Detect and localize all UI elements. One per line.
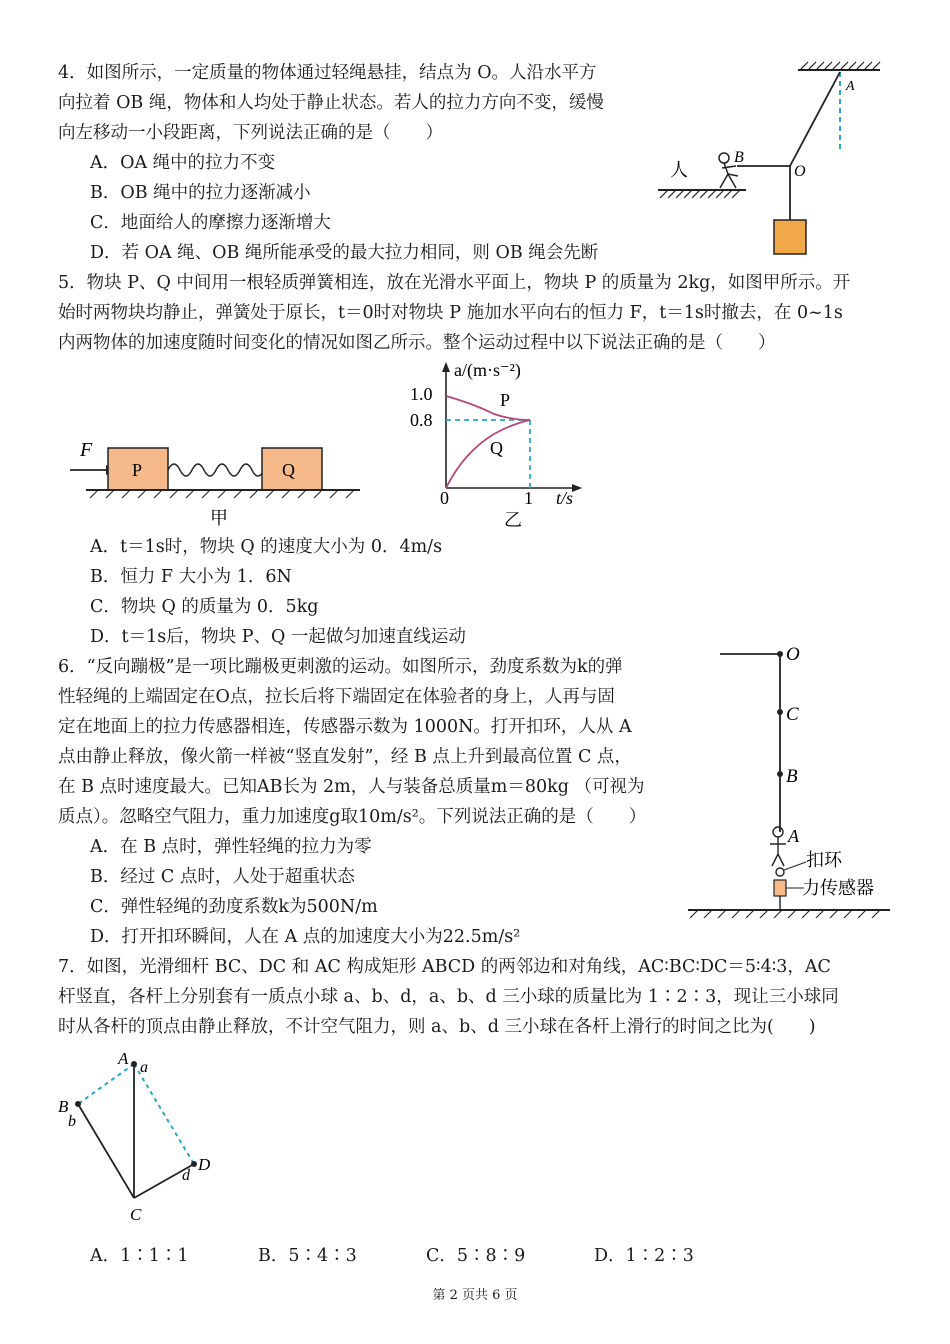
q5-option-c: C．物块 Q 的质量为 0．5kg [90,597,319,617]
yi-tick-0-8: 0.8 [410,410,433,430]
q4-option-c: C．地面给人的摩擦力逐渐增大 [90,213,331,233]
q7-line-3: 时从各杆的顶点由静止释放，不计空气阻力，则 a、b、d 三小球在各杆上滑行的时间之比为( ) [58,1017,816,1037]
q7-label-ball-b: b [68,1113,76,1130]
q7-option-a: A．1∶1∶1 [90,1246,189,1266]
q4-option-a: A．OA 绳中的拉力不变 [90,153,276,173]
q7-label-d: D [198,1155,211,1174]
yi-origin: 0 [440,488,449,508]
q7-option-c: C．5∶8∶9 [426,1246,526,1266]
yi-tick-1-0: 1.0 [410,384,433,404]
q7-figure [50,1044,230,1226]
yi-label-p: P [500,390,511,410]
q6-label-o: O [786,644,800,665]
q6-line-6: 质点）。忽略空气阻力，重力加速度g取10m/s²。下列说法正确的是（ ） [58,807,647,827]
q4-label-a: A [846,79,855,94]
q4-figure [650,58,890,268]
q6-figure [680,640,910,922]
q4-label-o: O [794,163,806,180]
q5-option-d: D．t＝1s后，物块 P、Q 一起做匀加速直线运动 [90,627,466,647]
q6-option-a: A．在 B 点时，弹性轻绳的拉力为零 [90,837,372,857]
q6-line-1: 6．“反向蹦极”是一项比蹦极更刺激的运动。如图所示，劲度系数为k的弹 [58,657,623,677]
q6-line-2: 性轻绳的上端固定在O点，拉长后将下端固定在体验者的身上，人再与固 [58,687,615,707]
q6-line-5: 在 B 点时速度最大。已知AB长为 2m，人与装备总质量m＝80kg （可视为 [58,777,645,797]
jia-label-p: P [132,460,143,480]
q6-label-b: B [786,766,798,787]
q5-figure-yi [404,356,604,534]
jia-label-q: Q [282,460,295,480]
q5-option-a: A．t＝1s时，物块 Q 的速度大小为 0．4m/s [90,537,443,557]
q4-line-3: 向左移动一小段距离，下列说法正确的是（ ） [58,123,443,143]
q7-label-ball-a: a [140,1059,148,1076]
q7-option-d: D．1∶2∶3 [594,1246,694,1266]
jia-label-f: F [80,439,93,461]
yi-tick-x1: 1 [524,488,533,508]
q6-label-sensor: 力传感器 [802,878,874,898]
q7-label-a: A [118,1049,129,1068]
q6-label-buckle: 扣环 [806,850,842,870]
q4-label-b: B [734,149,744,166]
force-sensor [774,880,786,896]
curve-q [446,420,530,488]
q6-option-c: C．弹性轻绳的劲度系数k为500N/m [90,897,378,917]
page-footer: 第 2 页共 6 页 [432,1288,518,1303]
q7-option-b: B．5∶4∶3 [258,1246,357,1266]
q6-label-c: C [786,704,799,725]
q4-option-b: B．OB 绳中的拉力逐渐减小 [90,183,311,203]
q7-line-2: 杆竖直，各杆上分别套有一质点小球 a、b、d，a、b、d 三小球的质量比为 1∶2∶3，现让三小球同 [58,987,839,1007]
q6-line-4: 点由静止释放，像火箭一样被“竖直发射”，经 B 点上升到最高位置 C 点， [58,747,632,767]
q4-option-d: D．若 OA 绳、OB 绳所能承受的最大拉力相同，则 OB 绳会先断 [90,243,599,263]
buckle-icon [776,868,784,876]
yi-caption: 乙 [504,510,522,530]
jia-caption: 甲 [210,508,228,528]
jumper-icon [770,827,786,866]
q6-line-3: 定在地面上的拉力传感器相连，传感器示数为 1000N。打开扣环，人从 A [58,717,632,737]
q5-figure-jia [60,430,380,530]
q5-line-1: 5．物块 P、Q 中间用一根轻质弹簧相连，放在光滑水平面上，物块 P 的质量为 2kg，如图甲所示。开 [58,273,851,293]
q4-line-2: 向拉着 OB 绳，物体和人均处于静止状态。若人的拉力方向不变，缓慢 [58,93,604,113]
q4-label-person: 人 [670,160,688,180]
q6-option-b: B．经过 C 点时，人处于超重状态 [90,867,355,887]
q6-option-d: D．打开扣环瞬间，人在 A 点的加速度大小为22.5m/s² [90,927,521,947]
yi-label-q: Q [490,438,503,458]
yi-xlabel: t/s [556,488,574,508]
q4-line-1: 4．如图所示，一定质量的物体通过轻绳悬挂，结点为 O。人沿水平方 [58,63,597,83]
q7-label-c: C [130,1205,142,1224]
q6-label-a: A [788,826,799,846]
q7-label-ball-d: d [182,1167,190,1184]
q5-line-3: 内两物体的加速度随时间变化的情况如图乙所示。整个运动过程中以下说法正确的是（ ） [58,333,776,353]
q5-option-b: B．恒力 F 大小为 1．6N [90,567,292,587]
q5-line-2: 始时两物块均静止，弹簧处于原长，t＝0时对物块 P 施加水平向右的恒力 F，t＝1s时撤去，在 0~1s [58,303,843,323]
q7-line-1: 7．如图，光滑细杆 BC、DC 和 AC 构成矩形 ABCD 的两邻边和对角线，AC∶BC∶DC＝5∶4∶3，AC [58,957,831,977]
q7-label-b: B [58,1097,69,1116]
yi-ylabel: a/(m·s⁻²) [454,360,521,380]
curve-p [446,396,530,420]
